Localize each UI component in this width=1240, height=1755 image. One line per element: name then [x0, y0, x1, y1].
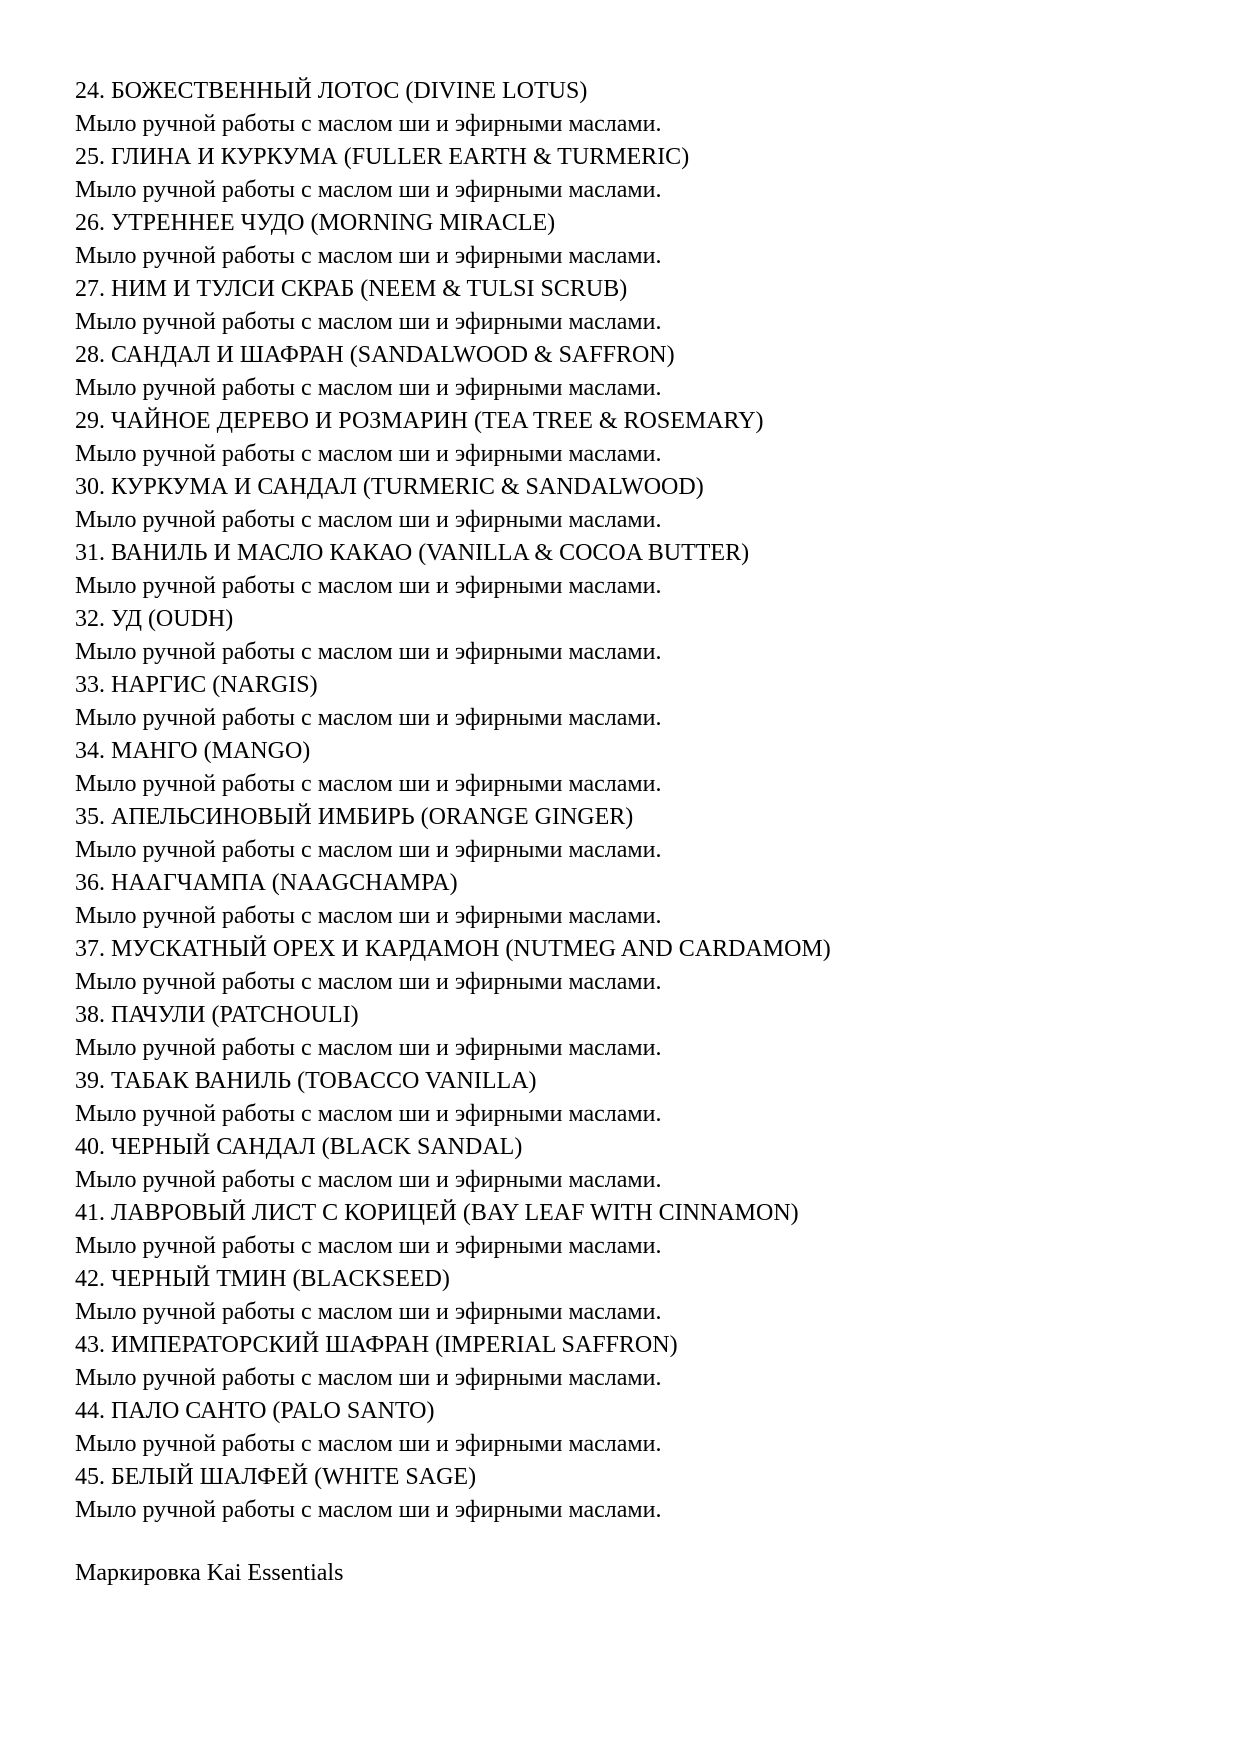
- item-title: 44. ПАЛО САНТО (PALO SANTO): [75, 1398, 435, 1424]
- item-title: 36. НААГЧАМПА (NAAGCHAMPA): [75, 870, 458, 896]
- item-description: Мыло ручной работы с маслом ши и эфирными маслами.: [75, 969, 662, 995]
- list-item: [75, 471, 1165, 537]
- item-description: Мыло ручной работы с маслом ши и эфирными маслами.: [75, 771, 662, 797]
- list-item: [75, 603, 1165, 669]
- list-item: [75, 1329, 1165, 1395]
- item-description: Мыло ручной работы с маслом ши и эфирными маслами.: [75, 507, 662, 533]
- item-title: 26. УТРЕННЕЕ ЧУДО (MORNING MIRACLE): [75, 210, 556, 236]
- item-description: Мыло ручной работы с маслом ши и эфирными маслами.: [75, 1365, 662, 1391]
- item-title: 37. МУСКАТНЫЙ ОРЕХ И КАРДАМОН (NUTMEG AND CARDAMOM): [75, 936, 831, 962]
- list-item: [75, 1461, 1165, 1527]
- item-description: Мыло ручной работы с маслом ши и эфирными маслами.: [75, 441, 662, 467]
- list-item: [75, 933, 1165, 999]
- list-item: [75, 1131, 1165, 1197]
- item-title: 24. БОЖЕСТВЕННЫЙ ЛОТОС (DIVINE LOTUS): [75, 78, 588, 104]
- list-item: [75, 405, 1165, 471]
- list-item: [75, 1395, 1165, 1461]
- item-title: 27. НИМ И ТУЛСИ СКРАБ (NEEM & TULSI SCRUB): [75, 276, 628, 302]
- item-description: Мыло ручной работы с маслом ши и эфирными маслами.: [75, 1233, 662, 1259]
- list-item: [75, 801, 1165, 867]
- footer-label: Маркировка Kai Essentials: [75, 1560, 344, 1586]
- item-description: Мыло ручной работы с маслом ши и эфирными маслами.: [75, 375, 662, 401]
- item-title: 41. ЛАВРОВЫЙ ЛИСТ С КОРИЦЕЙ (BAY LEAF WITH CINNAMON): [75, 1200, 799, 1226]
- item-description: Мыло ручной работы с маслом ши и эфирными маслами.: [75, 309, 662, 335]
- spacer: [75, 1527, 1165, 1557]
- item-title: 35. АПЕЛЬСИНОВЫЙ ИМБИРЬ (ORANGE GINGER): [75, 804, 634, 830]
- item-title: 25. ГЛИНА И КУРКУМА (FULLER EARTH & TURMERIC): [75, 144, 690, 170]
- item-title: 45. БЕЛЫЙ ШАЛФЕЙ (WHITE SAGE): [75, 1464, 477, 1490]
- item-title: 42. ЧЕРНЫЙ ТМИН (BLACKSEED): [75, 1266, 450, 1292]
- item-title: 31. ВАНИЛЬ И МАСЛО КАКАО (VANILLA & COCOA BUTTER): [75, 540, 750, 566]
- item-description: Мыло ручной работы с маслом ши и эфирными маслами.: [75, 639, 662, 665]
- list-item: [75, 537, 1165, 603]
- item-description: Мыло ручной работы с маслом ши и эфирными маслами.: [75, 177, 662, 203]
- item-description: Мыло ручной работы с маслом ши и эфирными маслами.: [75, 1299, 662, 1325]
- item-title: 39. ТАБАК ВАНИЛЬ (TOBACCO VANILLA): [75, 1068, 537, 1094]
- list-item: [75, 867, 1165, 933]
- item-title: 32. УД (OUDH): [75, 606, 234, 632]
- list-item: [75, 1263, 1165, 1329]
- list-item: [75, 141, 1165, 207]
- item-description: Мыло ручной работы с маслом ши и эфирными маслами.: [75, 705, 662, 731]
- list-item: [75, 1197, 1165, 1263]
- product-list: [75, 75, 1165, 1527]
- list-item: [75, 669, 1165, 735]
- document-page: [75, 75, 1165, 1590]
- item-description: Мыло ручной работы с маслом ши и эфирными маслами.: [75, 1035, 662, 1061]
- list-item: [75, 1065, 1165, 1131]
- item-description: Мыло ручной работы с маслом ши и эфирными маслами.: [75, 903, 662, 929]
- item-description: Мыло ручной работы с маслом ши и эфирными маслами.: [75, 1101, 662, 1127]
- list-item: [75, 75, 1165, 141]
- item-title: 29. ЧАЙНОЕ ДЕРЕВО И РОЗМАРИН (TEA TREE & ROSEMARY): [75, 408, 764, 434]
- item-description: Мыло ручной работы с маслом ши и эфирными маслами.: [75, 573, 662, 599]
- item-description: Мыло ручной работы с маслом ши и эфирными маслами.: [75, 111, 662, 137]
- item-title: 34. МАНГО (MANGO): [75, 738, 311, 764]
- item-description: Мыло ручной работы с маслом ши и эфирными маслами.: [75, 1497, 662, 1523]
- item-description: Мыло ручной работы с маслом ши и эфирными маслами.: [75, 1431, 662, 1457]
- item-title: 40. ЧЕРНЫЙ САНДАЛ (BLACK SANDAL): [75, 1134, 523, 1160]
- list-item: [75, 999, 1165, 1065]
- item-title: 38. ПАЧУЛИ (PATCHOULI): [75, 1002, 359, 1028]
- item-title: 43. ИМПЕРАТОРСКИЙ ШАФРАН (IMPERIAL SAFFRON): [75, 1332, 678, 1358]
- list-item: [75, 273, 1165, 339]
- list-item: [75, 735, 1165, 801]
- item-title: 33. НАРГИС (NARGIS): [75, 672, 318, 698]
- item-title: 28. САНДАЛ И ШАФРАН (SANDALWOOD & SAFFRON): [75, 342, 675, 368]
- item-description: Мыло ручной работы с маслом ши и эфирными маслами.: [75, 243, 662, 269]
- item-description: Мыло ручной работы с маслом ши и эфирными маслами.: [75, 837, 662, 863]
- list-item: [75, 207, 1165, 273]
- list-item: [75, 339, 1165, 405]
- item-title: 30. КУРКУМА И САНДАЛ (TURMERIC & SANDALWOOD): [75, 474, 704, 500]
- item-description: Мыло ручной работы с маслом ши и эфирными маслами.: [75, 1167, 662, 1193]
